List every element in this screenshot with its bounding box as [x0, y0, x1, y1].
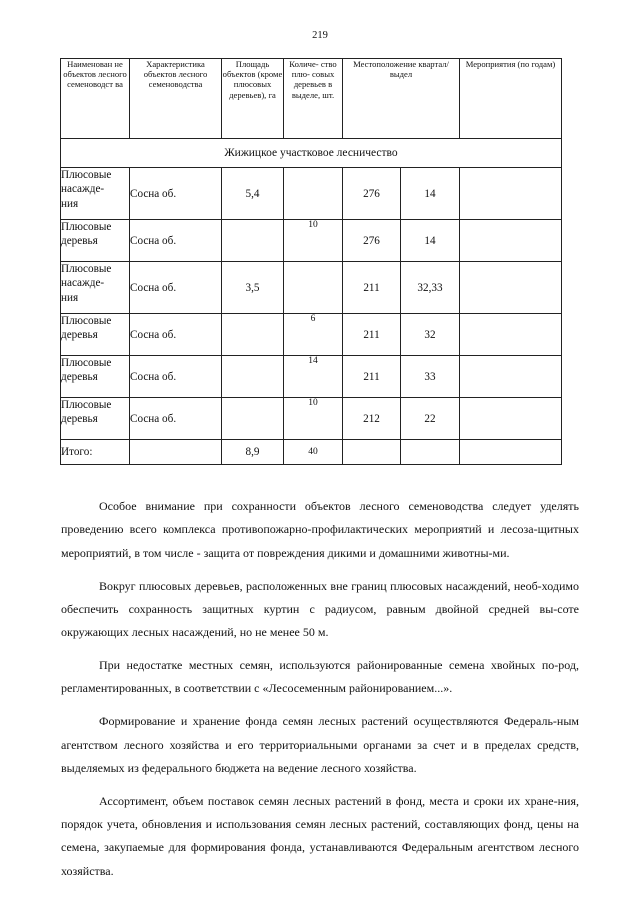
paragraph-2: Вокруг плюсовых деревьев, расположенных вне границ плюсовых насаждений, необ-ходимо обеспечить сохранность защитных куртин с радиусом, равным двойной средней вы-соте окружающих лесных насаждений, но не менее 50 м.: [61, 578, 579, 640]
table-row: [61, 398, 562, 440]
header-measures: Мероприятия (по годам): [460, 59, 562, 139]
characteristic-cell: Сосна об.: [130, 356, 222, 398]
measures-cell: [460, 262, 562, 314]
trees-count-cell: 14: [284, 356, 343, 398]
trees-count-cell: 10: [284, 220, 343, 262]
page-number: 219: [312, 30, 328, 41]
area-cell: 3,5: [222, 262, 284, 314]
characteristic-cell: Сосна об.: [130, 314, 222, 356]
header-location: Местоположение квартал/выдел: [343, 59, 460, 139]
object-name-line: деревья: [61, 235, 98, 248]
kvartal-cell: 211: [343, 314, 401, 356]
object-name-line: деревья: [61, 371, 98, 384]
object-name-line: деревья: [61, 329, 98, 342]
kvartal-cell: 212: [343, 398, 401, 440]
object-name-cell: [61, 168, 130, 220]
table-header-row: [61, 59, 562, 139]
total-area: 8,9: [222, 440, 284, 465]
object-name-cell: [61, 398, 130, 440]
paragraph-3: При недостатке местных семян, используются районированные семена хвойных по-род, регламентированных, в соответствии с «Лесосеменным районированием...».: [61, 658, 579, 696]
object-name-line: насажде-: [61, 183, 105, 196]
vydel-cell: 33: [401, 356, 460, 398]
trees-count-cell: [284, 168, 343, 220]
total-trees: 40: [284, 440, 343, 465]
object-name-line: Плюсовые: [61, 357, 112, 369]
object-name-line: ния: [61, 197, 79, 210]
trees-count-cell: 6: [284, 314, 343, 356]
kvartal-cell: 276: [343, 168, 401, 220]
header-area: Площадь объектов (кроме плюсовых деревьев), га: [222, 59, 284, 139]
area-cell: [222, 314, 284, 356]
object-name-line: Плюсовые: [61, 169, 112, 181]
area-cell: [222, 220, 284, 262]
measures-cell: [460, 314, 562, 356]
vydel-cell: 32: [401, 314, 460, 356]
total-characteristic-cell: [130, 440, 222, 465]
measures-cell: [460, 398, 562, 440]
object-name-line: деревья: [61, 413, 98, 426]
table-row: [61, 314, 562, 356]
object-name-line: Плюсовые: [61, 263, 112, 275]
paragraph-1: Особое внимание при сохранности объектов лесного семеноводства следует уделять проведению всего комплекса противопожарно-профилактических мероприятий и лесоза-щитных мероприятий, в том числе - защита от повреждения дикими и домашними животны-ми.: [61, 499, 579, 560]
total-label: Итого:: [61, 440, 130, 465]
trees-count-cell: 10: [284, 398, 343, 440]
object-name-line: Плюсовые: [61, 399, 112, 411]
measures-cell: [460, 220, 562, 262]
kvartal-cell: 211: [343, 356, 401, 398]
characteristic-cell: Сосна об.: [130, 220, 222, 262]
characteristic-cell: Сосна об.: [130, 398, 222, 440]
characteristic-cell: Сосна об.: [130, 262, 222, 314]
object-name-cell: [61, 356, 130, 398]
object-name-line: ния: [61, 291, 79, 304]
total-kvartal-cell: [343, 440, 401, 465]
object-name-cell: [61, 262, 130, 314]
total-row: [61, 440, 562, 465]
area-cell: 5,4: [222, 168, 284, 220]
seed-objects-table: [60, 58, 562, 465]
characteristic-cell: Сосна об.: [130, 168, 222, 220]
object-name-line: насажде-: [61, 277, 105, 290]
vydel-cell: 22: [401, 398, 460, 440]
vydel-cell: 14: [401, 168, 460, 220]
paragraph-5: Ассортимент, объем поставок семян лесных растений в фонд, места и сроки их хране-ния, порядок учета, обновления и использования семян лесных растений, составляющих фонд, цены на семена, закупаемые для формирования фонда, устанавливаются Федеральным агентством лесного хозяйства.: [61, 793, 579, 878]
section-row: [61, 139, 562, 168]
paragraph-4: Формирование и хранение фонда семян лесных растений осуществляются Федераль-ным агентством лесного хозяйства и его территориальными органами за счет и в пределах средств, выделяемых из федерального бюджета на ведение лесного хозяйства.: [61, 714, 579, 775]
kvartal-cell: 211: [343, 262, 401, 314]
vydel-cell: 14: [401, 220, 460, 262]
body-text: [61, 495, 579, 893]
total-vydel-cell: [401, 440, 460, 465]
header-trees: Количе- ство плю- совых деревьев в выделе, шт.: [284, 59, 343, 139]
section-title: Жижицкое участковое лесничество: [61, 139, 562, 168]
area-cell: [222, 398, 284, 440]
object-name-line: Плюсовые: [61, 221, 112, 233]
table-row: [61, 168, 562, 220]
trees-count-cell: [284, 262, 343, 314]
table-row: [61, 262, 562, 314]
object-name-line: Плюсовые: [61, 315, 112, 327]
table-row: [61, 220, 562, 262]
object-name-cell: [61, 314, 130, 356]
header-characteristic: Характеристика объектов лесного семеноводства: [130, 59, 222, 139]
area-cell: [222, 356, 284, 398]
vydel-cell: 32,33: [401, 262, 460, 314]
measures-cell: [460, 168, 562, 220]
table-row: [61, 356, 562, 398]
total-measures-cell: [460, 440, 562, 465]
object-name-cell: [61, 220, 130, 262]
table-body: [61, 168, 562, 440]
header-name: Наименован не объектов лесного семеноводст ва: [61, 59, 130, 139]
kvartal-cell: 276: [343, 220, 401, 262]
measures-cell: [460, 356, 562, 398]
